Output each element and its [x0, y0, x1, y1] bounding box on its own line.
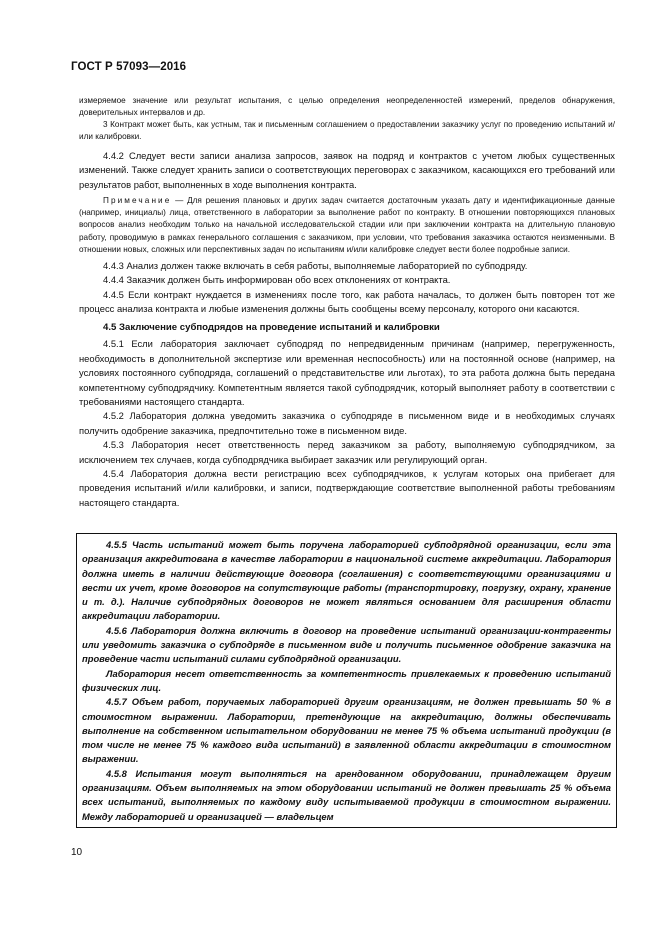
note-paragraph [79, 195, 615, 255]
document-code: ГОСТ Р 57093—2016 [71, 61, 187, 73]
clause-4-4-2: 4.4.2 Следует вести записи анализа запросов, заявок на подряд и контрактов с учетом любых существенных изменений. Также следует хранить записи о соответствующих переговорах с заказчиком, касающихся его требований или результатов работ, выполненных в ходе выполнения контракта. [79, 150, 615, 190]
boxed-national-additions [76, 533, 617, 828]
clause-4-5-7: 4.5.7 Объем работ, поручаемых лабораторией другим организациям, не должен превышать 50 % в стоимостном выражении. Лаборатории, претендующие на аккредитацию, должны обеспечивать выполнение на собственном испытательном оборудовании не менее 75 % объема испытаний продукции (в том числе не менее 75 % каждого вида испытаний) в заявленной области аккредитации в стоимостном выражении. [82, 696, 611, 765]
responsibility-paragraph: Лаборатория несет ответственность за компетентность привлекаемых к проведению испытаний физических лиц. [82, 667, 611, 693]
note-label: Примечание [103, 196, 172, 206]
page-number: 10 [71, 847, 83, 858]
document-body [79, 95, 615, 510]
clause-4-4-5: 4.4.5 Если контракт нуждается в изменениях после того, как работа началась, то должен быть повторен тот же процесс анализа контракта и любые изменения должны быть сообщены всему персоналу, которого они касаются. [79, 288, 615, 314]
intro-note-3: 3 Контракт может быть, как устным, так и письменным соглашением о предоставлении заказчику услуг по проведению испытаний и/или калибровки. [79, 120, 615, 141]
section-heading-4-5: 4.5 Заключение субподрядов на проведение испытаний и калибровки [103, 322, 440, 334]
intro-continued: измеряемое значение или результат испытания, с целью определения неопределенностей измерений, пределов обнаружения, доверительных интервалов и др. [79, 96, 615, 117]
clause-4-5-3: 4.5.3 Лаборатория несет ответственность перед заказчиком за работу, выполняемую субподрядчиком, за исключением тех случаев, когда субподрядчика выбирает заказчик или регулирующий орган. [79, 439, 615, 465]
clause-4-5-8: 4.5.8 Испытания могут выполняться на арендованном оборудовании, принадлежащем другим организациям. Объем выполняемых на этом оборудовании испытаний не должен превышать 25 % объема всех испытаний, выполняемых по каждому виду испытываемой продукции в стоимостном выражении. Между лабораторией и организацией — владельцем [82, 767, 611, 822]
clause-4-5-2: 4.5.2 Лаборатория должна уведомить заказчика о субподряде в письменном виде и в необходимых случаях получить одобрение заказчика, предпочтительно тоже в письменном виде. [79, 410, 615, 436]
note-text: — Для решения плановых и других задач считается достаточным указать дату и идентификационные данные (например, инициалы) лица, ответственного в лаборатории за выполнение работ по контракту. В отношении повторяющихся плановых вопросов анализ необходим только на начальной исследовательской стадии или при заключении контракта на длительную плановую работу, проводимую в рамках генерального соглашения с заказчиком, при условии, что требования заказчика остаются неизменными. В отношении новых, сложных или перспективных задач по испытаниям и/или калибровке следует вести более подробные записи. [79, 196, 615, 254]
clause-4-4-4: 4.4.4 Заказчик должен быть информирован обо всех отклонениях от контракта. [103, 274, 451, 286]
clause-4-5-6: 4.5.6 Лаборатория должна включить в договор на проведение испытаний организации-контрагенты или уведомить заказчика о субподряде в письменном виде и получить письменное одобрение заказчика на проведение части испытаний силами субподрядной организации. [82, 624, 611, 665]
clause-4-5-1: 4.5.1 Если лаборатория заключает субподряд по непредвиденным причинам (например, перегруженность, необходимость в дополнительной экспертизе или временная неспособность) или на постоянной основе (например, на условиях постоянного субподряда, соглашений о представительстве или льготах), то эта работа должна быть передана компетентному субподрядчику. Компетентным является такой субподрядчик, который выполняет работу в соответствии с требованиями настоящего стандарта. [79, 338, 615, 407]
clause-4-5-5: 4.5.5 Часть испытаний может быть поручена лабораторией субподрядной организации, если эта организация аккредитована в качестве лаборатории в национальной системе аккредитации. Лаборатория должна иметь в наличии действующие договора (соглашения) с соответствующими организациями и вести их учет, кроме договоров на сопутствующие работы (транспортировку, погрузку, охрану, хранение и т. д.). Наличие субподрядных договоров не может являться основанием для расширения области аккредитации лаборатории. [82, 539, 611, 622]
clause-4-4-3: 4.4.3 Анализ должен также включать в себя работы, выполняемые лабораторией по субподряду. [103, 259, 528, 271]
clause-4-5-4: 4.5.4 Лаборатория должна вести регистрацию всех субподрядчиков, к услугам которых она прибегает для проведения испытаний и/или калибровки, и записи, подтверждающие соответствие выполненной работы требованиям настоящего стандарта. [79, 467, 615, 508]
